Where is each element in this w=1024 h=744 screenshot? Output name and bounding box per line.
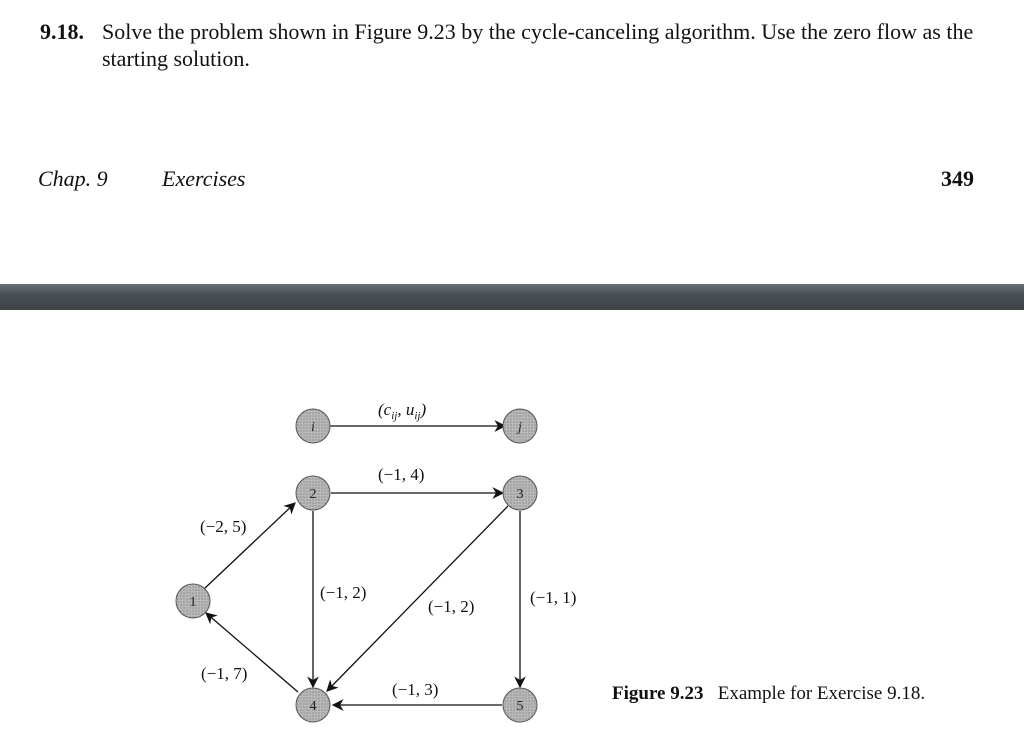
arc-3-5-label: (−1, 1) [530, 588, 577, 607]
page-top [0, 0, 1024, 284]
figure-caption-label: Figure 9.23 [612, 683, 704, 704]
section-label: Exercises [162, 166, 246, 191]
legend-node-i [296, 409, 330, 443]
legend-node-i-label: i [311, 420, 315, 435]
node-5-label: 5 [516, 699, 524, 714]
node-1 [176, 584, 210, 618]
node-5 [503, 688, 537, 722]
node-3-label: 3 [516, 487, 524, 502]
arc-5-4-label: (−1, 3) [392, 680, 439, 699]
arc-1-2-label: (−2, 5) [200, 517, 247, 536]
legend-node-j [503, 409, 537, 443]
figure-area [0, 310, 1024, 744]
network-graph [0, 310, 1024, 744]
exercise-number: 9.18. [40, 19, 84, 44]
chapter-label: Chap. 9 [38, 166, 108, 191]
node-2 [296, 476, 330, 510]
node-2-label: 2 [309, 487, 317, 502]
figure-caption [612, 682, 972, 706]
arc-4-1-label: (−1, 7) [201, 664, 248, 683]
page-number: 349 [941, 166, 974, 191]
arc-3-4-label: (−1, 2) [428, 597, 475, 616]
page-divider [0, 284, 1024, 310]
exercise-text: Solve the problem shown in Figure 9.23 by the cycle-canceling algorithm. Use the zero flow as the starting solution. [102, 19, 974, 71]
node-4-label: 4 [309, 699, 317, 714]
node-4 [296, 688, 330, 722]
arc-1-2 [204, 503, 295, 589]
legend-arc-label: ($c_{ij}$, $u_{ij}$) [378, 400, 427, 422]
node-1-label: 1 [189, 595, 197, 610]
arc-2-3-label: (−1, 4) [378, 465, 425, 484]
node-3 [503, 476, 537, 510]
legend-node-j-label: j [518, 420, 522, 435]
figure-caption-text: Example for Exercise 9.18. [717, 683, 926, 704]
arc-2-4-label: (−1, 2) [320, 583, 367, 602]
